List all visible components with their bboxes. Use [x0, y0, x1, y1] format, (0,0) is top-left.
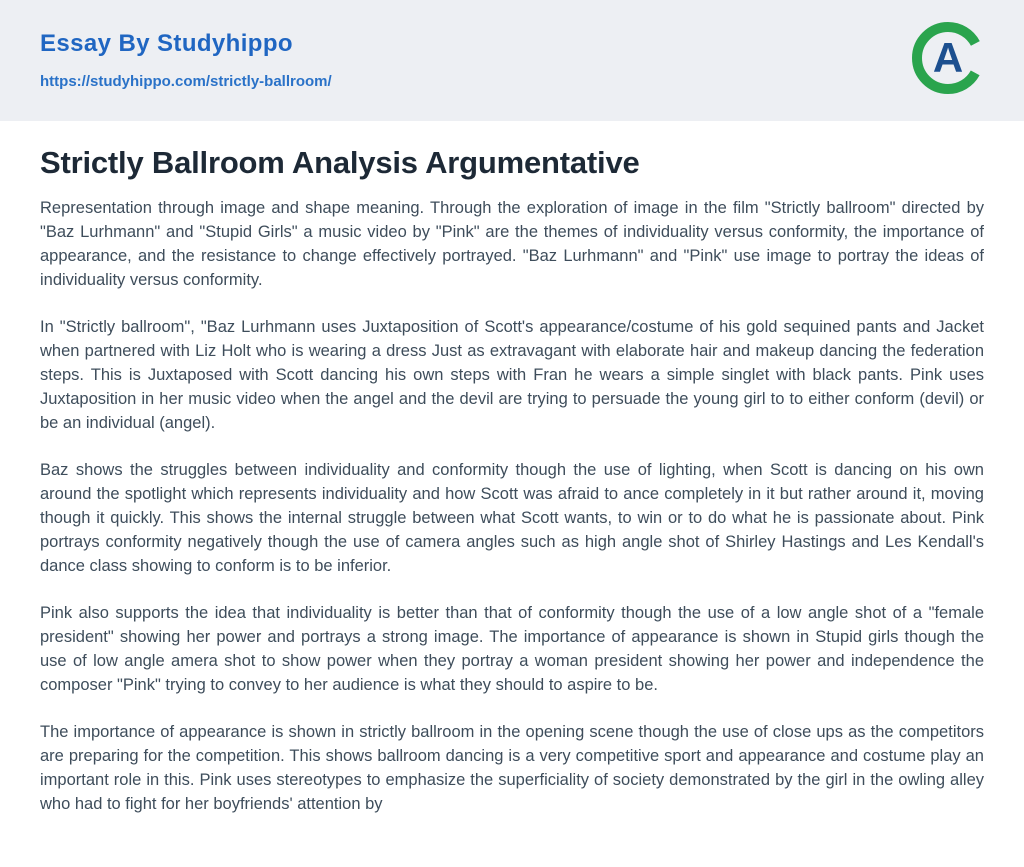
- essay-paragraph-1: Representation through image and shape meaning. Through the exploration of image in the film "Strictly ballroom" directed by "Baz Lurhmann" and "Stupid Girls" a music video by "Pink" are the themes of individuality versus conformity, the importance of appearance, and the resistance to change effectively portrayed. "Baz Lurhmann" and "Pink" use image to portray the ideas of individuality versus conformity.: [40, 199, 984, 289]
- studyhippo-logo-icon: [910, 20, 986, 96]
- source-url-row: [40, 73, 984, 91]
- essay-paragraph-5: The importance of appearance is shown in strictly ballroom in the opening scene though the use of close ups as the competitors are preparing for the competition. This shows ballroom dancing is a very competitive sport and appearance and costume play an important role in this. Pink uses stereotypes to emphasize the superficiality of society demonstrated by the girl in the owling alley who had to fight for her boyfriends' attention by: [40, 723, 984, 813]
- essay-paragraph-3: Baz shows the struggles between individuality and conformity though the use of lighting, when Scott is dancing on his own around the spotlight which represents individuality and how Scott was afraid to ance completely in it but rather around it, moving though it quickly. This shows the internal struggle between what Scott wants, to win or to do what he is passionate about. Pink portrays conformity negatively though the use of camera angles such as high angle shot of Shirley Hastings and Les Kendall's dance class showing to conform is to be inferior.: [40, 461, 984, 575]
- essay-title: Strictly Ballroom Analysis Argumentative: [40, 145, 640, 180]
- essay-paragraph-2: In "Strictly ballroom", "Baz Lurhmann uses Juxtaposition of Scott's appearance/costume of his gold sequined pants and Jacket when partnered with Liz Holt who is wearing a dress Just as extravagant with elaborate hair and makeup dancing the federation steps. This is Juxtaposed with Scott dancing his own steps with Fran he wears a simple singlet with black pants. Pink uses Juxtaposition in her music video when the angel and the devil are trying to persuade the young girl to to either conform (devil) or be an individual (angel).: [40, 318, 984, 432]
- source-url-link[interactable]: https://studyhippo.com/strictly-ballroom/: [40, 73, 332, 90]
- essay-content: [0, 121, 1024, 846]
- essay-paragraph-4: Pink also supports the idea that individuality is better than that of conformity though the use of a low angle shot of a "female president" showing her power and portrays a strong image. The importance of appearance is shown in Stupid girls though the use of low angle amera shot to show power when they portray a woman president showing her power and independence the composer "Pink" trying to convey to her audience is what they should to aspire to be.: [40, 604, 984, 694]
- page-header: [0, 0, 1024, 121]
- site-brand: Essay By Studyhippo: [40, 30, 293, 57]
- logo-letter: A: [932, 34, 964, 81]
